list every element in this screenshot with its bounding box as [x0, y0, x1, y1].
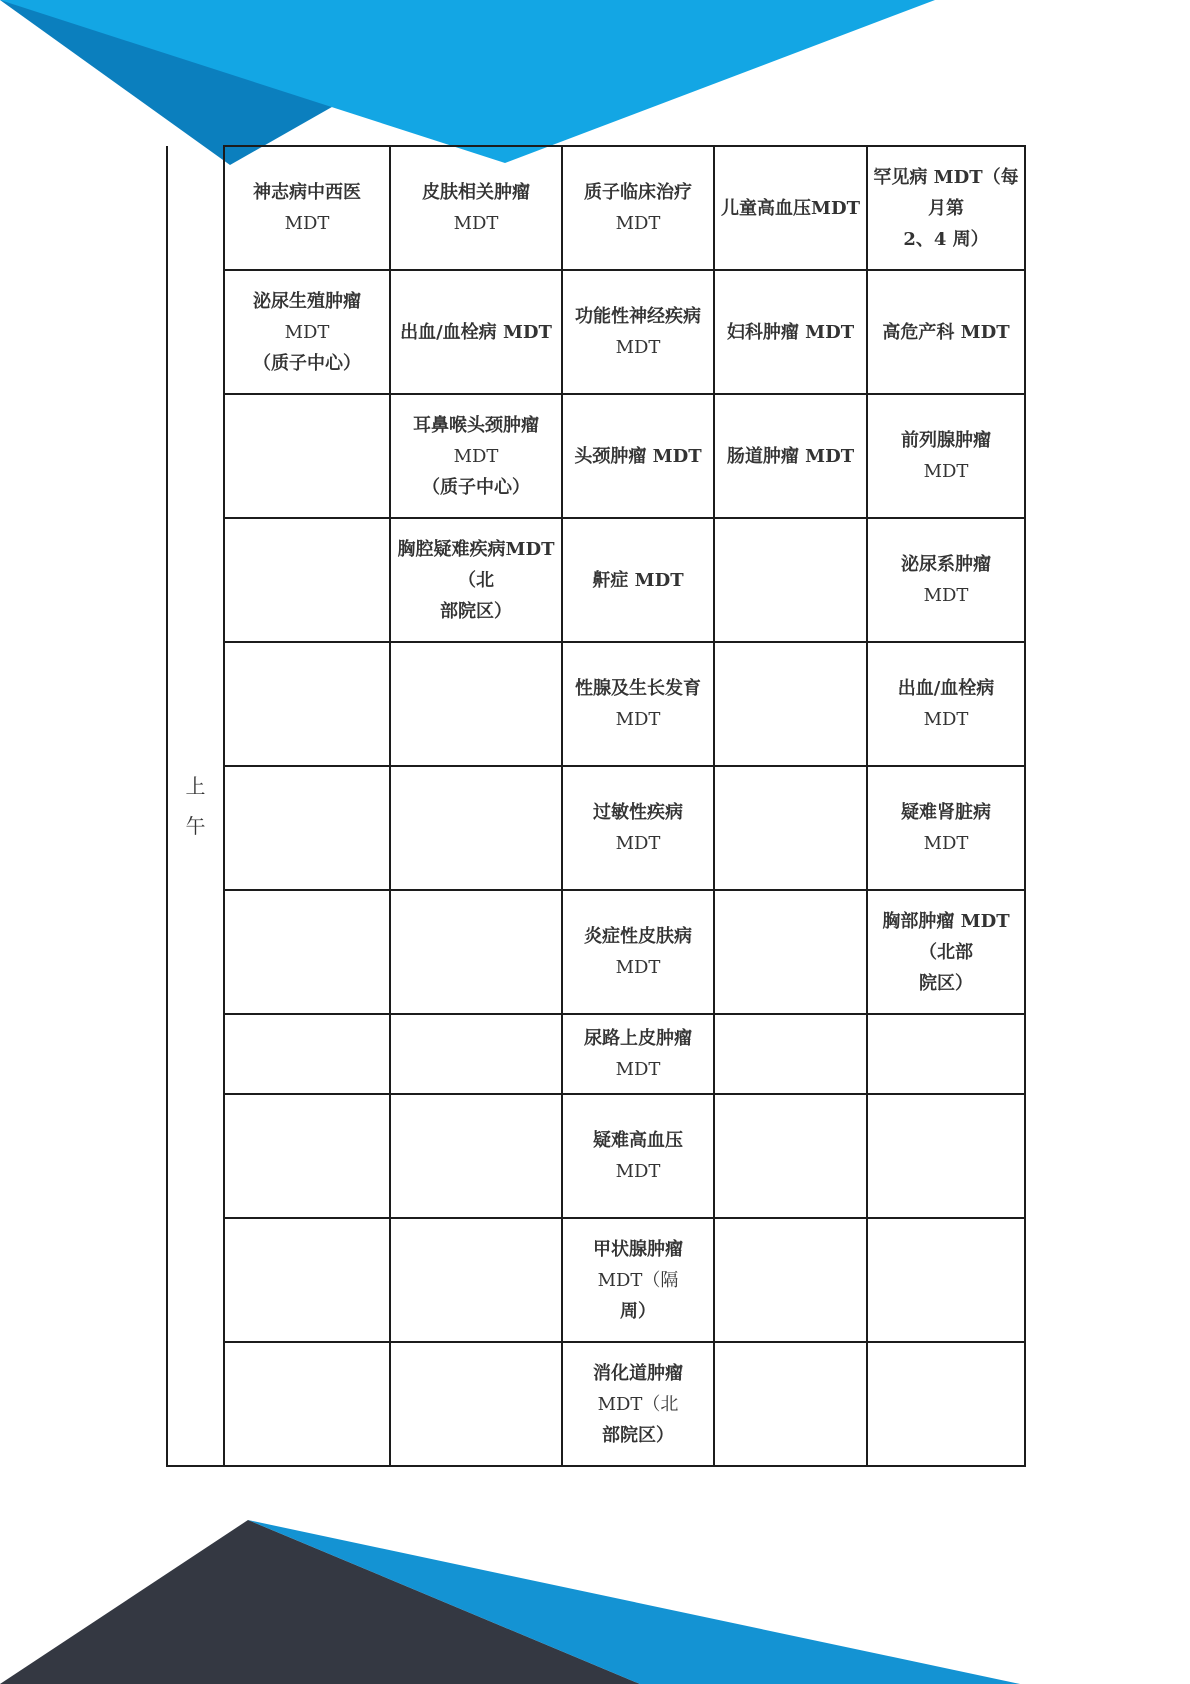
- schedule-cell: [390, 766, 562, 890]
- cell-text-line: 出血/血栓病: [897, 678, 995, 699]
- cell-text-line: 鼾症 MDT: [592, 569, 684, 591]
- cell-text-line: （质子中心）: [253, 352, 361, 374]
- cell-text-line: 疑难肾脏病: [901, 802, 991, 823]
- schedule-cell: [562, 146, 714, 270]
- schedule-cell: [562, 518, 714, 642]
- cell-text-line: 周）: [620, 1300, 656, 1322]
- schedule-cell: [390, 518, 562, 642]
- cell-text-line: MDT: [615, 1059, 661, 1080]
- schedule-cell: [224, 146, 390, 270]
- cell-text-line: 尿路上皮肿瘤: [584, 1028, 692, 1049]
- table-row: [167, 766, 1025, 890]
- period-cell: [167, 146, 224, 1466]
- cell-text-line: MDT（北: [597, 1393, 679, 1415]
- cell-text-line: 胸部肿瘤 MDT: [882, 910, 1010, 932]
- cell-text-line: MDT: [615, 1161, 661, 1182]
- bottom-dark-shape: [0, 1520, 640, 1684]
- schedule-cell: [562, 766, 714, 890]
- schedule-cell: [867, 642, 1025, 766]
- cell-text-line: 泌尿生殖肿瘤: [253, 290, 361, 312]
- cell-text-line: MDT: [615, 709, 661, 730]
- schedule-cell: [390, 146, 562, 270]
- schedule-cell: [224, 1014, 390, 1094]
- table-row: [167, 1342, 1025, 1466]
- cell-text-line: MDT: [615, 833, 661, 854]
- cell-text-line: 妇科肿瘤 MDT: [726, 321, 855, 343]
- cell-text-line: MDT: [284, 321, 330, 343]
- schedule-cell: [390, 890, 562, 1014]
- cell-text-line: （质子中心）: [422, 476, 530, 498]
- schedule-cell: [714, 270, 867, 394]
- cell-text-line: MDT: [923, 461, 969, 482]
- schedule-cell: [390, 1218, 562, 1342]
- schedule-cell: [714, 1094, 867, 1218]
- cell-text-line: 炎症性皮肤病: [584, 926, 692, 947]
- cell-text-line: 月第: [928, 197, 964, 219]
- cell-text-line: 泌尿系肿瘤: [901, 554, 991, 575]
- schedule-cell: [867, 270, 1025, 394]
- schedule-cell: [867, 766, 1025, 890]
- schedule-cell: [714, 642, 867, 766]
- schedule-cell: [714, 766, 867, 890]
- cell-text-line: 皮肤相关肿瘤: [422, 182, 530, 203]
- schedule-cell: [224, 518, 390, 642]
- schedule-cell: [867, 1218, 1025, 1342]
- schedule-cell: [562, 270, 714, 394]
- schedule-cell: [390, 1342, 562, 1466]
- schedule-cell: [867, 394, 1025, 518]
- schedule-cell: [714, 518, 867, 642]
- cell-text-line: MDT: [923, 709, 969, 730]
- table-row: [167, 394, 1025, 518]
- period-label: 上: [185, 773, 206, 798]
- schedule-cell: [224, 1342, 390, 1466]
- cell-text-line: 神志病中西医: [253, 182, 361, 203]
- schedule-cell: [714, 1014, 867, 1094]
- cell-text-line: MDT: [453, 213, 499, 234]
- schedule-cell: [867, 890, 1025, 1014]
- cell-text-line: 部院区）: [602, 1424, 674, 1446]
- cell-text-line: 性腺及生长发育: [575, 678, 701, 699]
- schedule-cell: [867, 518, 1025, 642]
- table-row: [167, 270, 1025, 394]
- schedule-cell: [224, 766, 390, 890]
- schedule-cell: [562, 1014, 714, 1094]
- mdt-schedule-table: [166, 145, 1026, 1467]
- cell-text-line: MDT: [923, 833, 969, 854]
- cell-text-line: MDT: [923, 585, 969, 606]
- table-row: [167, 1094, 1025, 1218]
- cell-text-line: 过敏性疾病: [593, 802, 683, 823]
- cell-text-line: 罕见病 MDT（每: [873, 166, 1019, 188]
- schedule-body: [167, 146, 1025, 1466]
- schedule-cell: [562, 394, 714, 518]
- cell-text-line: 消化道肿瘤: [593, 1362, 683, 1384]
- schedule-cell: [390, 642, 562, 766]
- cell-text-line: 部院区）: [440, 600, 512, 622]
- cell-text-line: 院区）: [919, 972, 973, 994]
- cell-text-line: （北: [458, 569, 494, 591]
- schedule-cell: [562, 642, 714, 766]
- cell-text-line: MDT: [453, 445, 499, 467]
- schedule-cell: [867, 146, 1025, 270]
- cell-text-line: MDT: [615, 337, 661, 358]
- cell-text-line: 疑难高血压: [593, 1130, 683, 1151]
- schedule-cell: [562, 1342, 714, 1466]
- cell-text-line: 甲状腺肿瘤: [593, 1238, 683, 1260]
- schedule-cell: [714, 146, 867, 270]
- schedule-cell: [867, 1094, 1025, 1218]
- cell-text-line: 肠道肿瘤 MDT: [726, 445, 855, 467]
- schedule-cell: [224, 394, 390, 518]
- top-triangle-shadow: [0, 0, 520, 165]
- table-row: [167, 146, 1025, 270]
- cell-text-line: MDT: [615, 957, 661, 978]
- schedule-cell: [390, 394, 562, 518]
- schedule-cell: [714, 394, 867, 518]
- bottom-blue-shape: [248, 1520, 1020, 1684]
- cell-text-line: 功能性神经疾病: [575, 306, 701, 327]
- cell-text-line: MDT: [615, 213, 661, 234]
- schedule-cell: [224, 1094, 390, 1218]
- cell-text-line: MDT: [284, 213, 330, 234]
- table-row: [167, 1218, 1025, 1342]
- cell-text-line: 2、4 周）: [903, 228, 989, 250]
- cell-text-line: 前列腺肿瘤: [901, 430, 991, 451]
- table-row: [167, 890, 1025, 1014]
- schedule-cell: [390, 270, 562, 394]
- schedule-cell: [390, 1094, 562, 1218]
- cell-text-line: （北部: [919, 941, 973, 963]
- cell-text-line: 胸腔疑难疾病MDT: [397, 538, 555, 560]
- schedule-cell: [867, 1342, 1025, 1466]
- cell-text-line: 头颈肿瘤 MDT: [574, 445, 702, 467]
- cell-text-line: 高危产科 MDT: [882, 321, 1010, 343]
- schedule-cell: [390, 1014, 562, 1094]
- schedule-cell: [714, 1218, 867, 1342]
- cell-text-line: 质子临床治疗: [584, 182, 692, 203]
- top-triangle: [0, 0, 935, 163]
- table-row: [167, 1014, 1025, 1094]
- cell-text-line: MDT（隔: [597, 1269, 679, 1291]
- cell-text-line: 儿童高血压MDT: [721, 197, 860, 219]
- period-label: 午: [185, 813, 206, 838]
- schedule-cell: [224, 270, 390, 394]
- schedule-cell: [867, 1014, 1025, 1094]
- table-row: [167, 518, 1025, 642]
- schedule-cell: [224, 1218, 390, 1342]
- cell-text-line: 耳鼻喉头颈肿瘤: [413, 414, 539, 436]
- schedule-cell: [224, 642, 390, 766]
- schedule-cell: [562, 1218, 714, 1342]
- schedule-cell: [562, 1094, 714, 1218]
- schedule-cell: [714, 890, 867, 1014]
- table-row: [167, 642, 1025, 766]
- schedule-cell: [562, 890, 714, 1014]
- schedule-cell: [224, 890, 390, 1014]
- cell-text-line: 出血/血栓病 MDT: [400, 321, 552, 343]
- schedule-cell: [714, 1342, 867, 1466]
